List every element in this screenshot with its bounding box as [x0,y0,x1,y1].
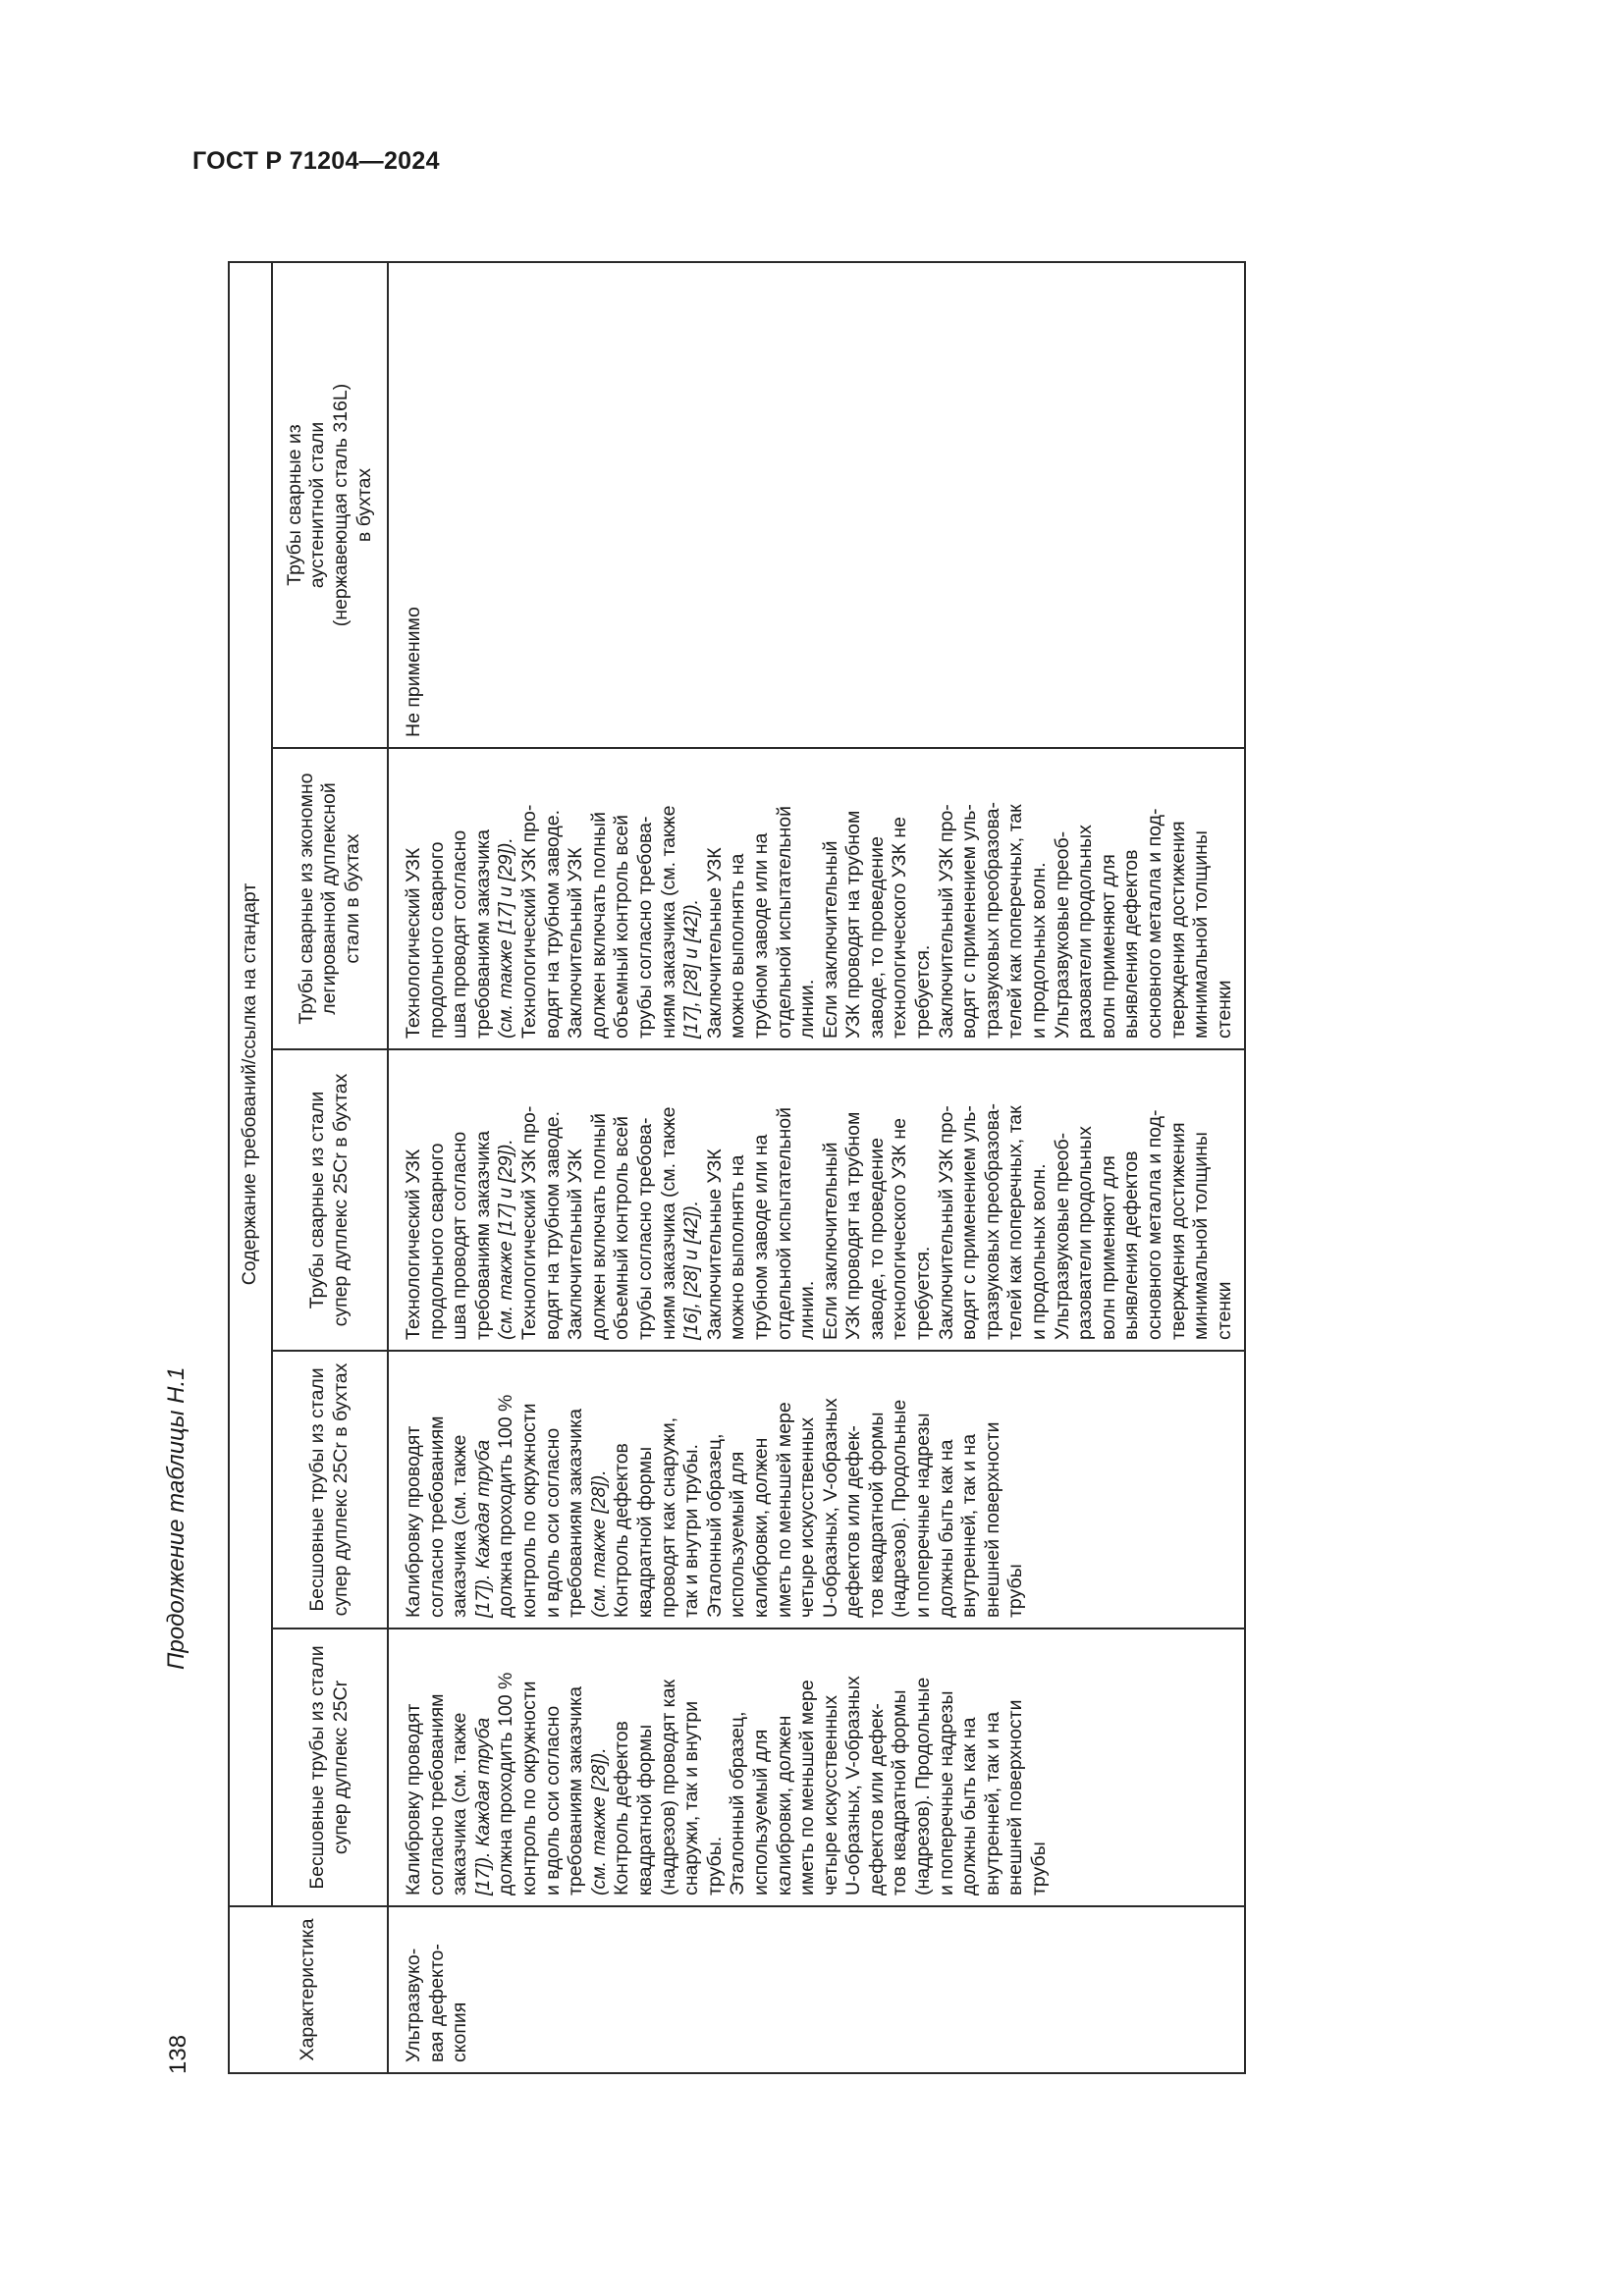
cell-seamless-25cr: Калибровку проводят согласно требованиям заказчика (см. также [17]). Каждая труба должна проходить 100 % контроль по окружности и вдоль оси согласно требованиям заказчика (см. также [28]). Контроль дефектов квадратной формы (надрезов) проводят как снаружи, так и внутри трубы. Эталонный образец, используемый для калибровки, должен иметь по меньшей мере четыре искусственных U-образных, V-образных дефектов или дефек- тов квадратной формы (надрезов). Продольные и поперечные надрезы должны быть как на внутренней, так и на внешней поверхности трубы [388,1629,1245,1906]
document-code-header: ГОСТ Р 71204—2024 [192,147,440,175]
requirements-table [228,261,1246,2074]
column-header-welded-austenitic-316l-coils: Трубы сварные из аустенитной стали (нержавеющая сталь 316L) в бухтах [272,262,388,748]
table-row [388,262,1245,2073]
table-continuation-caption: Продолжение таблицы Н.1 [163,1366,189,1670]
column-header-welded-25cr-coils: Трубы сварные из стали супер дуплекс 25Cr в бухтах [272,1049,388,1351]
characteristic-header: Характеристика [229,1906,388,2073]
cell-welded-25cr-coils: Технологический УЗК продольного сварного шва проводят согласно требованиям заказчика (см. также [17] и [29]). Технологический УЗК про- водят на трубном заводе. Заключительный УЗК должен включать полный объемный контроль всей трубы согласно требова- ниям заказчика (см. также [16], [28] и [42]). Заключительные УЗК можно выполнять на трубном заводе или на отдельной испытательной линии. Если заключительный УЗК проводят на трубном заводе, то проведение технологического УЗК не требуется. Заключительный УЗК про- водят с применением уль- тразвуковых преобразова- телей как поперечных, так и продольных волн. Ультразвуковые преоб- разователи продольных волн применяют для выявления дефектов основного металла и под- тверждения достижения минимальной толщины стенки [388,1049,1245,1351]
column-header-welded-lean-duplex-coils: Трубы сварные из экономно легированной дуплексной стали в бухтах [272,748,388,1049]
page-number: 138 [165,2034,191,2074]
requirements-group-header: Содержание требований/ссылка на стандарт [229,262,272,1906]
cell-seamless-25cr-coils: Калибровку проводят согласно требованиям заказчика (см. также [17]). Каждая труба должна проходить 100 % контроль по окружности и вдоль оси согласно требованиям заказчика (см. также [28]). Контроль дефектов квадратной формы проводят как снаружи, так и внутри трубы. Эталонный образец, используемый для калибровки, должен иметь по меньшей мере четыре искусственных U-образных, V-образных дефектов или дефек- тов квадратной формы (надрезов). Продольные и поперечные надрезы должны быть как на внутренней, так и на внешней поверхности трубы [388,1351,1245,1629]
rotated-table-page [157,229,1483,2074]
column-header-seamless-25cr: Бесшовные трубы из стали супер дуплекс 25Cr [272,1629,388,1906]
characteristic-cell: Ультразвуко- вая дефекто- скопия [388,1906,1245,2073]
column-header-seamless-25cr-coils: Бесшовные трубы из стали супер дуплекс 25Cr в бухтах [272,1351,388,1629]
cell-welded-lean-duplex-coils: Технологический УЗК продольного сварного шва проводят согласно требованиям заказчика (см. также [17] и [29]). Технологический УЗК про- водят на трубном заводе. Заключительный УЗК должен включать полный объемный контроль всей трубы согласно требова- ниям заказчика (см. также [17], [28] и [42]). Заключительные УЗК можно выполнять на трубном заводе или на отдельной испытательной линии. Если заключительный УЗК проводят на трубном заводе, то проведение технологического УЗК не требуется. Заключительный УЗК про- водят с применением уль- тразвуковых преобразова- телей как поперечных, так и продольных волн. Ультразвуковые преоб- разователи продольных волн применяют для выявления дефектов основного металла и под- тверждения достижения минимальной толщины стенки [388,748,1245,1049]
cell-welded-austenitic-316l-coils: Не применимо [388,262,1245,748]
